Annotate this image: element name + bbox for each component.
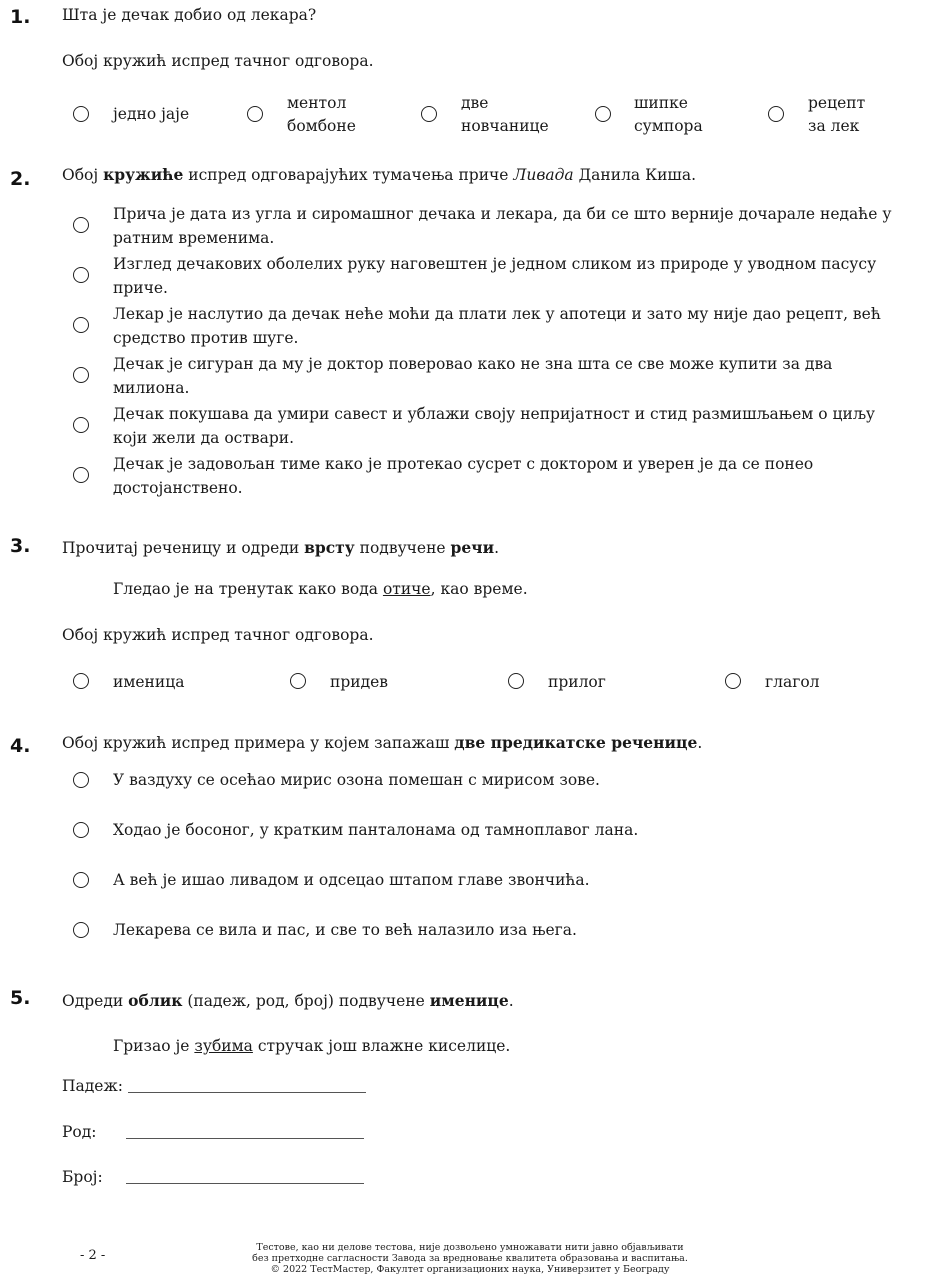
q1-option-5-line2: за лек: [808, 117, 860, 135]
q3-text-bold: речи: [450, 538, 495, 557]
q2-text-part: испред одговарајућих тумачења приче: [183, 166, 514, 184]
q1-option-3-label: [461, 92, 549, 138]
q5-sentence-part: стручак још влажне киселице.: [252, 1037, 511, 1055]
q1-option-1-radio[interactable]: [73, 106, 89, 122]
q2-option-2-text: Изглед дечакових оболелих руку наговештен је једном сликом из природе у уводном пасусу приче.: [113, 255, 877, 297]
q2-option-5-radio[interactable]: [73, 417, 89, 433]
q1-option-3-radio[interactable]: [421, 106, 437, 122]
q5-underlined-word: зубима: [194, 1037, 253, 1055]
q1-option-4-label: [634, 92, 703, 138]
q5-text-part: Одреди: [62, 992, 129, 1010]
q1-option-5-radio[interactable]: [768, 106, 784, 122]
q1-option-4-radio[interactable]: [595, 106, 611, 122]
q3-sentence-part: Гледао је на тренутак како вода: [113, 580, 383, 598]
q5-text-bold: именице: [429, 991, 509, 1010]
q3-underlined-word: отиче: [382, 580, 431, 598]
question-4-text: [62, 733, 702, 752]
q3-option-3-radio[interactable]: [508, 673, 524, 689]
q3-option-1-label: именица: [113, 673, 185, 691]
question-3-text: [62, 538, 499, 557]
question-1-number: 1.: [10, 6, 31, 28]
question-1-text: Шта је дечак добио од лекара?: [62, 6, 317, 24]
q5-text-part: .: [508, 992, 514, 1010]
q5-text-part: (падеж, род, број) подвучене: [182, 992, 430, 1010]
q2-option-1-radio[interactable]: [73, 217, 89, 233]
q2-option-3-text: Лекар је наслутио да дечак неће моћи да плати лек у апотеци и зато му није дао рецепт, већ средство против шуге.: [113, 305, 881, 347]
question-3-instruction: Обој кружић испред тачног одговора.: [62, 626, 374, 644]
q3-text-part: Прочитај реченицу и одреди: [62, 539, 305, 557]
gender-field-label: Род:: [62, 1123, 97, 1141]
question-3-number: 3.: [10, 535, 31, 557]
q3-option-2-radio[interactable]: [290, 673, 306, 689]
q2-story-title: Ливада: [513, 166, 574, 184]
case-field-label: Падеж:: [62, 1077, 123, 1095]
number-field-label: Број:: [62, 1168, 103, 1186]
question-5-number: 5.: [10, 987, 31, 1009]
q4-option-1-radio[interactable]: [73, 772, 89, 788]
q4-text-part: Обој кружић испред примера у којем запажаш: [62, 734, 455, 752]
q1-option-2-line2: бомбоне: [287, 117, 356, 135]
q4-option-2-text: Ходао је босоног, у кратким панталонама од тамноплавог лана.: [113, 821, 639, 839]
question-5-sentence: [113, 1037, 510, 1055]
q4-option-3-radio[interactable]: [73, 872, 89, 888]
q5-text-bold: облик: [128, 991, 183, 1010]
q2-option-1-text: Прича је дата из угла и сиромашног дечака и лекара, да би се што верније дочарале недаће у ратним временима.: [113, 205, 892, 247]
q2-option-3-radio[interactable]: [73, 317, 89, 333]
q1-option-4-line1: шипке: [634, 94, 688, 112]
q4-option-2-radio[interactable]: [73, 822, 89, 838]
q5-sentence-part: Гризао је: [113, 1037, 195, 1055]
q2-text-bold: кружиће: [103, 165, 184, 184]
q3-text-bold: врсту: [304, 538, 355, 557]
q4-option-4-radio[interactable]: [73, 922, 89, 938]
q1-option-4-line2: сумпора: [634, 117, 703, 135]
question-2-text: [62, 165, 696, 184]
q3-option-2-label: придев: [330, 673, 389, 691]
q1-option-5-label: [808, 92, 865, 138]
q1-option-5-line1: рецепт: [808, 94, 866, 112]
q3-sentence-part: , као време.: [430, 580, 528, 598]
q2-option-6-text: Дечак је задовољан тиме како је протекао сусрет с доктором и уверен је да се понео достојанствено.: [113, 455, 814, 497]
q2-option-5-text: Дечак покушава да умири савест и ублажи своју непријатност и стид размишљањем о циљу који жели да оствари.: [113, 405, 876, 447]
case-answer-line[interactable]: [128, 1076, 366, 1093]
q4-text-bold: две предикатске реченице: [454, 733, 698, 752]
q1-option-2-radio[interactable]: [247, 106, 263, 122]
number-answer-line[interactable]: [126, 1167, 364, 1184]
footer-line-1: Тестове, као ни делове тестова, није дозвољено умножавати нити јавно објављивати: [256, 1242, 684, 1253]
q2-option-4-text: Дечак је сигуран да му је доктор поверовао како не зна шта се све може купити за два милиона.: [113, 355, 833, 397]
q2-option-2-radio[interactable]: [73, 267, 89, 283]
gender-answer-line[interactable]: [126, 1122, 364, 1139]
q1-option-1-label: једно јаје: [113, 105, 190, 123]
question-4-number: 4.: [10, 735, 31, 757]
question-3-sentence: [113, 580, 528, 598]
footer-line-3: © 2022 ТестМастер, Факултет организационих наука, Универзитет у Београду: [270, 1264, 670, 1275]
q3-option-1-radio[interactable]: [73, 673, 89, 689]
q3-option-4-label: глагол: [765, 673, 820, 691]
footer-line-2: без претходне сагласности Завода за вредновање квалитета образовања и васпитања.: [252, 1253, 688, 1264]
q2-text-part: Данила Киша.: [573, 166, 697, 184]
question-5-text: [62, 991, 514, 1010]
question-1-instruction: Обој кружић испред тачног одговора.: [62, 52, 374, 70]
q2-option-6-radio[interactable]: [73, 467, 89, 483]
q2-text-part: Обој: [62, 166, 104, 184]
question-2-number: 2.: [10, 168, 31, 190]
q4-option-4-text: Лекарева се вила и пас, и све то већ налазило иза њега.: [113, 921, 577, 939]
q4-option-1-text: У ваздуху се осећао мирис озона помешан с мирисом зове.: [113, 771, 600, 789]
page-number: - 2 -: [80, 1248, 106, 1263]
q4-text-part: .: [697, 734, 703, 752]
q3-option-4-radio[interactable]: [725, 673, 741, 689]
q3-text-part: .: [494, 539, 500, 557]
q1-option-2-label: [287, 92, 356, 138]
q4-option-3-text: А већ је ишао ливадом и одсецао штапом главе звончића.: [113, 871, 590, 889]
q1-option-3-line2: новчанице: [461, 117, 549, 135]
q3-text-part: подвучене: [354, 539, 451, 557]
q2-option-4-radio[interactable]: [73, 367, 89, 383]
q3-option-3-label: прилог: [548, 673, 606, 691]
footer-copyright: [230, 1242, 710, 1275]
q1-option-3-line1: две: [461, 94, 489, 112]
q1-option-2-line1: ментол: [287, 94, 347, 112]
